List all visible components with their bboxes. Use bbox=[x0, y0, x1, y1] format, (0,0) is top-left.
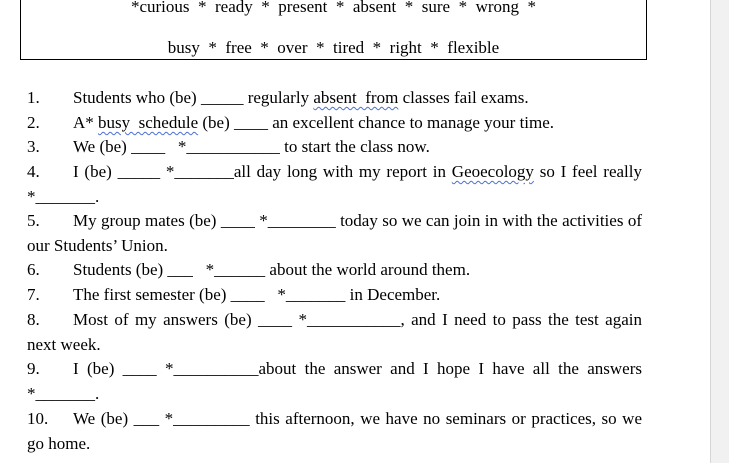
exercise-number: 1. bbox=[27, 88, 40, 107]
exercise-text: Students (be) ___ *______ about the world around them. bbox=[73, 260, 471, 279]
exercise-text: I (be) ____ *__________about the answer and I hope I have all the answers *_______. bbox=[27, 359, 642, 403]
exercise-8 bbox=[27, 308, 642, 357]
word-bank-row-1: *curious * ready * present * absent * sure * wrong * bbox=[130, 0, 537, 16]
exercise-text: We (be) ____ *___________ to start the class now. bbox=[73, 137, 430, 156]
exercise-text: My group mates (be) ____ *________ today so we can join in with the activities of our Students’ Union. bbox=[27, 211, 642, 255]
exercise-text: The first semester (be) ____ *_______ in December. bbox=[73, 285, 441, 304]
word-bank-row-2: busy * free * over * tired * right * flexible bbox=[167, 38, 500, 57]
exercise-number: 9. bbox=[27, 359, 40, 378]
exercise-4 bbox=[27, 160, 642, 209]
exercise-text: classes fail exams. bbox=[398, 88, 529, 107]
exercise-number: 8. bbox=[27, 310, 40, 329]
exercise-text: We (be) ___ *_________ this afternoon, we have no seminars or practices, so we go home. bbox=[27, 409, 642, 453]
exercise-number: 2. bbox=[27, 113, 40, 132]
exercise-9 bbox=[27, 357, 642, 406]
exercise-7 bbox=[27, 283, 642, 308]
exercise-text: A* bbox=[73, 113, 99, 132]
exercise-text: Most of my answers (be) ____ *___________, and I need to pass the test again next week. bbox=[27, 310, 642, 354]
word-bank-box bbox=[20, 0, 647, 60]
exercise-2 bbox=[27, 111, 642, 136]
spellcheck-marked-text: absent from bbox=[313, 88, 399, 107]
exercise-number: 5. bbox=[27, 211, 40, 230]
spellcheck-marked-text: Geoecology bbox=[451, 162, 534, 181]
exercise-text: I (be) _____ *_______all day long with my report in bbox=[73, 162, 452, 181]
exercise-number: 6. bbox=[27, 260, 40, 279]
exercise-1 bbox=[27, 86, 642, 111]
page-margin-shade bbox=[711, 0, 729, 463]
exercise-3 bbox=[27, 135, 642, 160]
exercise-text: (be) ____ an excellent chance to manage your time. bbox=[198, 113, 555, 132]
exercise-number: 10. bbox=[27, 409, 49, 428]
exercise-number: 7. bbox=[27, 285, 40, 304]
exercise-text: so I feel really *_______. bbox=[27, 162, 642, 206]
exercise-10 bbox=[27, 407, 642, 456]
spellcheck-marked-text: busy schedule bbox=[98, 113, 199, 132]
exercise-number: 3. bbox=[27, 137, 40, 156]
exercise-5 bbox=[27, 209, 642, 258]
exercise-text: Students who (be) _____ regularly bbox=[73, 88, 314, 107]
exercise-number: 4. bbox=[27, 162, 40, 181]
exercise-6 bbox=[27, 258, 642, 283]
